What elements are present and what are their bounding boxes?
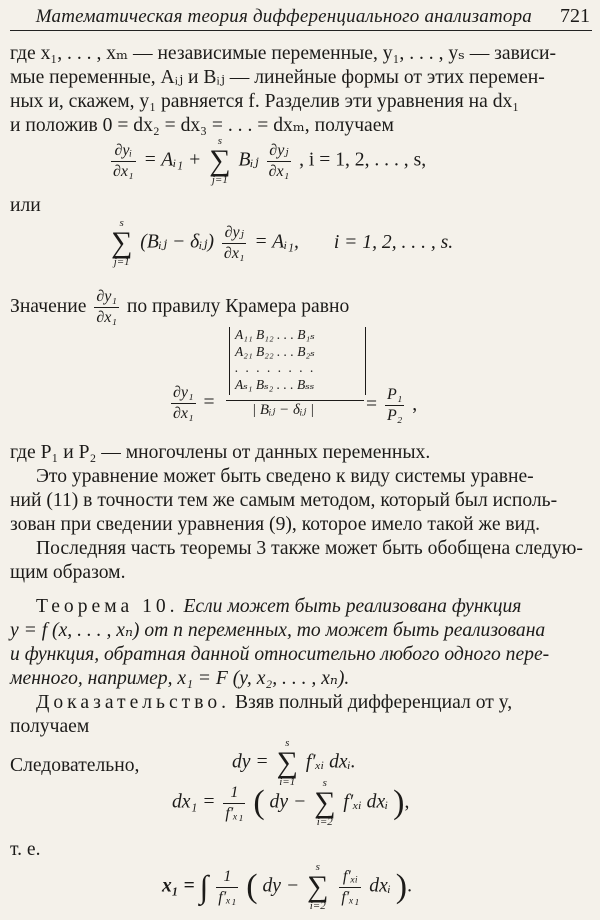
page-number: 721 bbox=[560, 5, 590, 27]
fraction: $\frac{\text{∂yⱼ}}{\text{∂x₁}}$ bbox=[223, 223, 245, 262]
text-line: Последняя часть теоремы 3 также может быть обобщена следую- bbox=[36, 538, 583, 559]
equation-2: s ∑ j=1 (Bᵢⱼ − δᵢⱼ) $\frac{\text{∂yⱼ}}{\text{∂x₁}}$ = Aᵢ₁, i = 1, 2, . . . , s. bbox=[111, 217, 454, 268]
text-line: зован при сведении уравнения (9), которое имело такой же вид. bbox=[10, 514, 541, 535]
fraction: $\frac{\text{P₁}}{\text{P₂}}$ bbox=[386, 386, 403, 424]
text-line: где x₁, . . . , xₘ — независимые переменные, y₁, . . . , yₛ — зависи- bbox=[10, 43, 557, 64]
theorem-line: менного, например, x₁ = F (y, x₂, . . . , xₙ). bbox=[10, 668, 350, 689]
fraction: $\frac{\text{∂yᵢ}}{\text{∂x₁}}$ bbox=[113, 141, 134, 180]
running-header bbox=[10, 4, 592, 31]
equation-4: dy = s ∑ i=1 f′ₓᵢ dxᵢ. bbox=[232, 737, 356, 788]
determinant-matrix: A₁₁ B₁₂ . . . B₁ₛ A₂₁ B₂₂ . . . B₂ₛ . . . . . . . . Aₛ₁ Bₛ₂ . . . Bₛₛ bbox=[229, 327, 366, 395]
running-title: Математическая теория дифференциального анализатора bbox=[35, 6, 532, 27]
proof-line: Доказательство. Взяв полный дифференциал от y, bbox=[36, 692, 513, 713]
text-line: Это уравнение может быть сведено к виду системы уравне- bbox=[36, 466, 534, 487]
text-line: и положив 0 = dx₂ = dx₃ = . . . = dxₘ, получаем bbox=[10, 115, 394, 136]
determinant-denominator: | Bᵢⱼ − δᵢⱼ | bbox=[252, 402, 315, 418]
theorem-line: y = f (x, . . . , xₙ) от n переменных, то может быть реализована bbox=[10, 620, 546, 641]
fraction: $\frac{\text{f′ₓᵢ}}{\text{f′ₓ₁}}$ bbox=[341, 867, 360, 906]
text-line: или bbox=[10, 195, 41, 216]
text-line: мые переменные, Aᵢⱼ и Bᵢⱼ — линейные формы от этих перемен- bbox=[10, 67, 545, 88]
text-line-with-fraction: Значение $\frac{\text{∂y₁}}{\text{∂x₁}}$ по правилу Крамера равно bbox=[10, 288, 350, 326]
sum-operator: s ∑ i=1 bbox=[276, 737, 298, 788]
fraction: $\frac{1}{\text{f′ₓ₁}}$ bbox=[225, 783, 244, 822]
text-line: ний (11) в точности тем же самым методом, который был исполь- bbox=[10, 490, 558, 511]
equation-3-lhs: $\frac{\text{∂y₁}}{\text{∂x₁}}$ = bbox=[173, 384, 215, 422]
text-line: получаем bbox=[10, 716, 90, 737]
sum-operator: s ∑ i=2 bbox=[314, 777, 336, 828]
equation-5: dx₁ = $\frac{1}{\text{f′ₓ₁}}$ ( dy − s ∑ i=2 f′ₓᵢ dxᵢ ), bbox=[172, 777, 410, 828]
text-line: Следовательно, bbox=[10, 755, 140, 776]
theorem-line: и функция, обратная данной относительно любого одного пере- bbox=[10, 644, 550, 665]
theorem-label: Теорема 10. bbox=[36, 596, 179, 617]
sum-operator: s ∑ i=2 bbox=[307, 861, 329, 912]
equation-6: x₁ = ∫ $\frac{1}{\text{f′ₓ₁}}$ ( dy − s ∑ i=2 $\frac{\text{f′ₓᵢ}}{\text{f′ₓ₁}}$ dxᵢ ). bbox=[162, 861, 413, 912]
sum-operator: s ∑ j=1 bbox=[209, 135, 231, 186]
text-line: ных и, скажем, y₁ равняется f. Разделив эти уравнения на dx₁ bbox=[10, 91, 520, 112]
equation-3-rhs: = $\frac{\text{P₁}}{\text{P₂}}$ , bbox=[366, 386, 418, 424]
fraction: $\frac{\text{∂y₁}}{\text{∂x₁}}$ bbox=[96, 288, 117, 326]
proof-label: Доказательство. bbox=[36, 692, 231, 713]
theorem-line: Теорема 10. Если может быть реализована функция bbox=[36, 596, 522, 617]
fraction: $\frac{\text{∂yⱼ}}{\text{∂x₁}}$ bbox=[268, 141, 290, 180]
sum-operator: s ∑ j=1 bbox=[111, 217, 133, 268]
text-line: т. е. bbox=[10, 839, 41, 860]
text-line: щим образом. bbox=[10, 562, 126, 583]
equation-1: $\frac{\text{∂yᵢ}}{\text{∂x₁}}$ = Aᵢ₁ + s ∑ j=1 Bᵢⱼ $\frac{\text{∂yⱼ}}{\text{∂x₁}}$ , i = 1, 2, . . . , s, bbox=[113, 135, 427, 186]
fraction: $\frac{\text{∂y₁}}{\text{∂x₁}}$ bbox=[173, 384, 194, 422]
fraction: $\frac{1}{\text{f′ₓ₁}}$ bbox=[218, 867, 237, 906]
text-line: где P₁ и P₂ — многочлены от данных переменных. bbox=[10, 442, 431, 463]
